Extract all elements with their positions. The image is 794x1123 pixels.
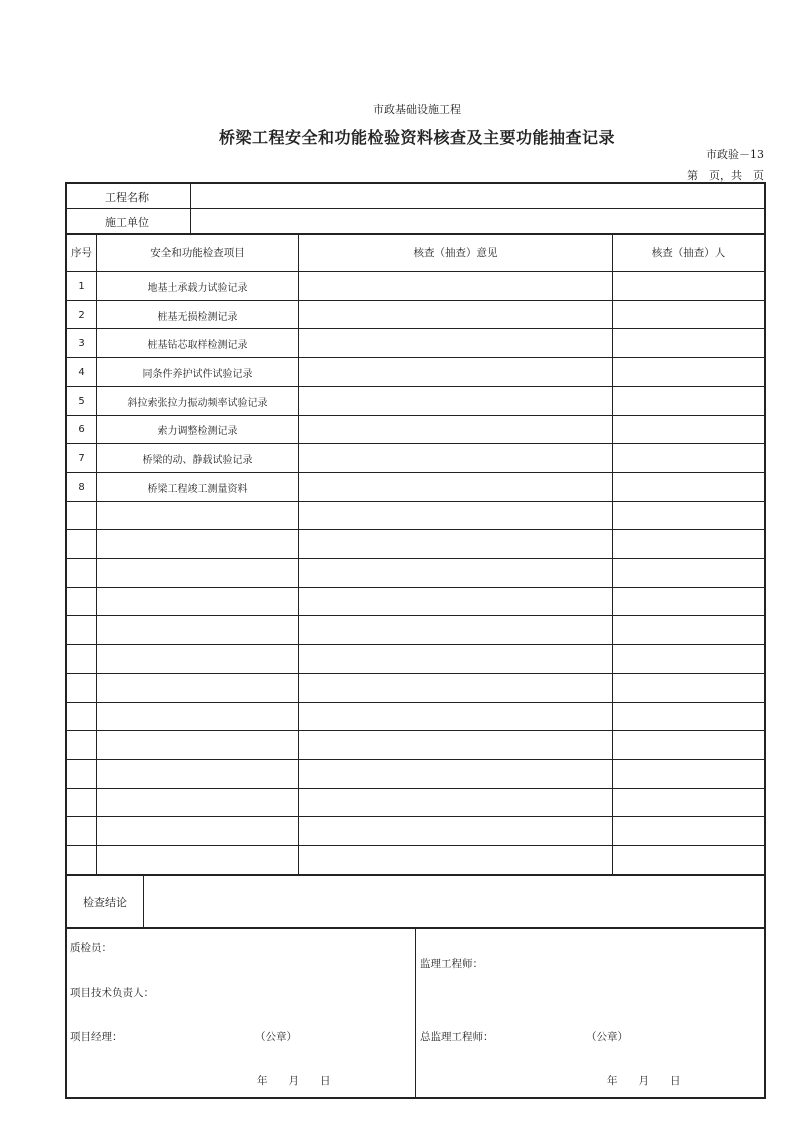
table-row [67,358,764,387]
check-item: 桩基无损检测记录 [157,311,238,323]
table-row [67,645,764,674]
column-header-person: 核查（抽查）人 [651,247,726,259]
check-item [97,846,298,875]
checker-cell[interactable] [613,817,764,846]
opinion-cell[interactable] [299,387,612,416]
project-name-label: 工程名称 [105,190,149,204]
checker-cell[interactable] [613,272,764,301]
row-number [67,645,96,674]
opinion-cell[interactable] [299,559,612,588]
contractor-seal-label: （公章） [255,1031,297,1043]
table-row [67,674,764,703]
page-number-info: 第 页，共 页 [687,169,764,182]
check-item [97,616,298,645]
column-header-item: 安全和功能检查项目 [150,247,245,259]
table-row [67,760,764,789]
row-number [67,789,96,818]
opinion-cell[interactable] [299,645,612,674]
conclusion-field[interactable] [144,875,764,928]
checker-cell[interactable] [613,530,764,559]
table-row [67,502,764,531]
row-number [67,616,96,645]
table-row [67,444,764,473]
check-item [97,760,298,789]
form-code: 市政验－13 [706,148,764,161]
opinion-cell[interactable] [299,329,612,358]
opinion-cell[interactable] [299,473,612,502]
row-number: 1 [78,280,85,292]
supervisor-signature-label: 监理工程师： [420,958,483,970]
check-item [97,674,298,703]
opinion-cell[interactable] [299,703,612,732]
check-item: 桩基钻芯取样检测记录 [147,340,248,352]
column-header-no: 序号 [71,246,92,259]
table-row [67,329,764,358]
row-number: 8 [78,481,85,493]
opinion-cell[interactable] [299,502,612,531]
row-number [67,703,96,732]
check-item [97,502,298,531]
table-row [67,559,764,588]
check-item [97,588,298,617]
project-name-field[interactable] [193,184,763,209]
opinion-cell[interactable] [299,358,612,387]
check-item: 桥梁工程竣工测量资料 [147,483,248,495]
check-item [97,530,298,559]
contractor-field[interactable] [193,209,763,234]
checker-cell[interactable] [613,502,764,531]
opinion-cell[interactable] [299,674,612,703]
document-category: 市政基础设施工程 [373,103,461,116]
opinion-cell[interactable] [299,416,612,445]
row-number [67,588,96,617]
row-number: 2 [78,309,85,321]
table-row [67,301,764,330]
checker-cell[interactable] [613,846,764,875]
table-row [67,846,764,875]
row-number: 6 [78,424,85,436]
opinion-cell[interactable] [299,530,612,559]
checker-cell[interactable] [613,588,764,617]
checker-cell[interactable] [613,616,764,645]
row-number [67,846,96,875]
check-item: 同条件养护试件试验记录 [142,368,253,380]
table-row [67,817,764,846]
checker-cell[interactable] [613,444,764,473]
check-item [97,703,298,732]
row-number [67,502,96,531]
opinion-cell[interactable] [299,272,612,301]
checker-cell[interactable] [613,559,764,588]
checker-cell[interactable] [613,301,764,330]
check-item [97,789,298,818]
opinion-cell[interactable] [299,588,612,617]
chief-supervisor-signature-label: 总监理工程师： [420,1031,494,1043]
opinion-cell[interactable] [299,760,612,789]
column-header-opinion: 核查（抽查）意见 [413,247,498,259]
conclusion-label: 检查结论 [83,895,127,909]
opinion-cell[interactable] [299,846,612,875]
table-row [67,789,764,818]
row-number [67,559,96,588]
check-item: 地基土承载力试验记录 [147,282,248,294]
table-row [67,616,764,645]
row-number [67,731,96,760]
checker-cell[interactable] [613,329,764,358]
check-item: 斜拉索张拉力振动频率试验记录 [127,397,268,409]
table-row [67,272,764,301]
row-number: 3 [78,338,85,350]
supervisor-date-label: 年 月 日 [607,1075,681,1087]
checker-cell[interactable] [613,358,764,387]
checker-cell[interactable] [613,731,764,760]
row-number [67,530,96,559]
table-row [67,703,764,732]
row-number [67,760,96,789]
check-item [97,645,298,674]
row-number: 7 [78,453,85,465]
checker-cell[interactable] [613,674,764,703]
contractor-label: 施工单位 [105,215,149,229]
opinion-cell[interactable] [299,301,612,330]
checker-cell[interactable] [613,387,764,416]
table-row [67,473,764,502]
row-number [67,817,96,846]
inspection-form-table [65,182,766,1099]
check-item [97,817,298,846]
table-row [67,387,764,416]
check-item [97,731,298,760]
check-item [97,559,298,588]
check-item: 桥梁的动、静载试验记录 [142,455,253,467]
opinion-cell[interactable] [299,616,612,645]
opinion-cell[interactable] [299,817,612,846]
check-item: 索力调整检测记录 [157,426,238,438]
table-row [67,416,764,445]
table-row [67,530,764,559]
inspector-signature-label: 质检员： [70,942,112,954]
checker-cell[interactable] [613,760,764,789]
page-title: 桥梁工程安全和功能检验资料核查及主要功能抽查记录 [218,128,615,147]
checker-cell[interactable] [613,645,764,674]
table-row [67,731,764,760]
project-manager-signature-label: 项目经理： [70,1031,123,1043]
supervisor-seal-label: （公章） [586,1031,628,1043]
checker-cell[interactable] [613,416,764,445]
row-number: 4 [78,366,85,378]
tech-lead-signature-label: 项目技术负责人： [70,987,154,999]
opinion-cell[interactable] [299,789,612,818]
contractor-date-label: 年 月 日 [257,1075,331,1087]
table-row [67,588,764,617]
row-number [67,674,96,703]
checker-cell[interactable] [613,703,764,732]
opinion-cell[interactable] [299,444,612,473]
row-number: 5 [78,395,85,407]
checker-cell[interactable] [613,473,764,502]
checker-cell[interactable] [613,789,764,818]
opinion-cell[interactable] [299,731,612,760]
